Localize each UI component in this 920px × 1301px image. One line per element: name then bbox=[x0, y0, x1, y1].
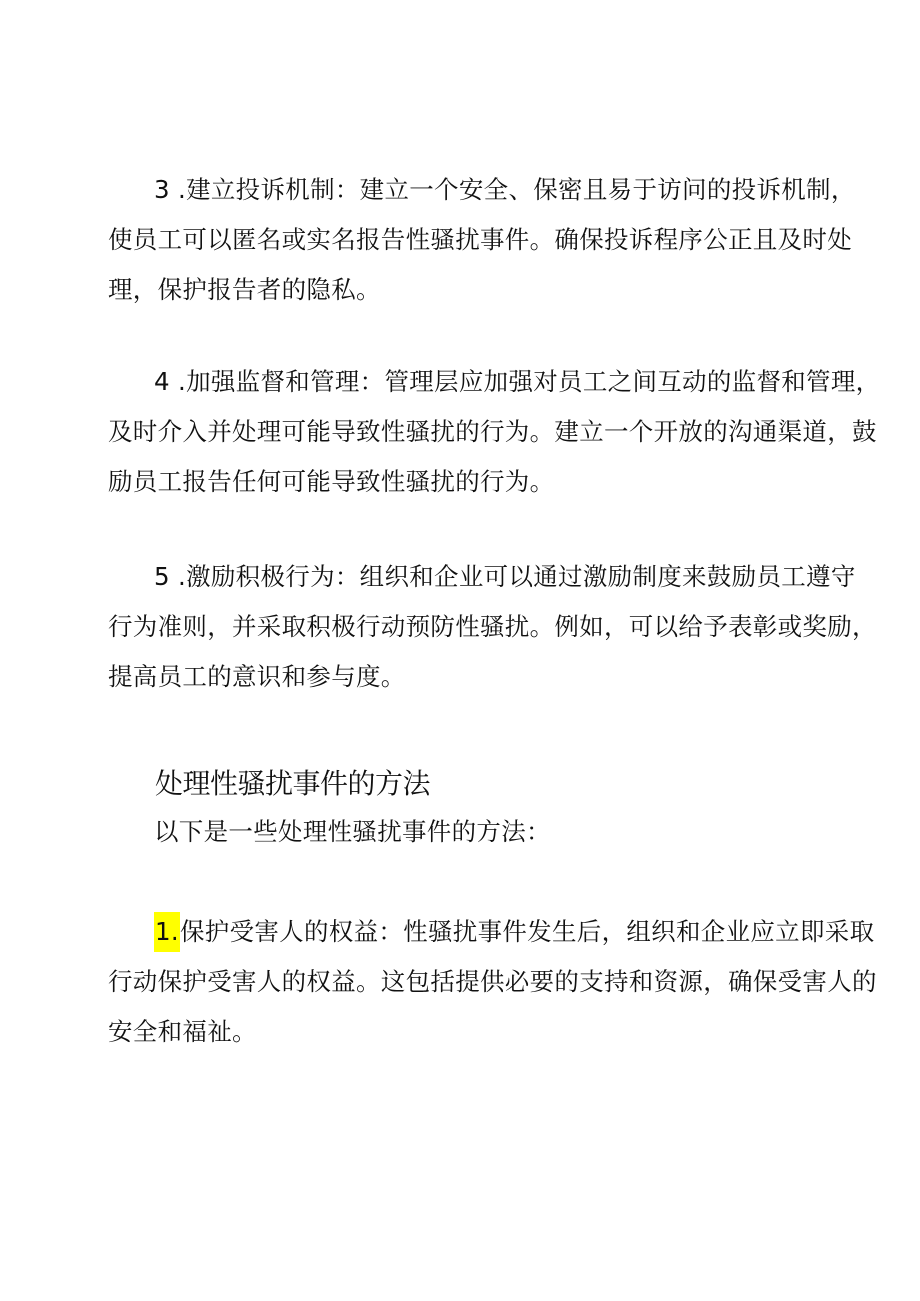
method-1-line-1-text: 保护受害人的权益：性骚扰事件发生后，组织和企业应立即采取 bbox=[179, 917, 875, 946]
item-5-line-3: 提高员工的意识和参与度。 bbox=[108, 662, 406, 691]
item-5-line-2: 行为准则，并采取积极行动预防性骚扰。例如，可以给予表彰或奖励， bbox=[108, 612, 877, 641]
method-1-line-3: 安全和福祉。 bbox=[108, 1017, 257, 1046]
section-intro-text: 以下是一些处理性骚扰事件的方法： bbox=[154, 817, 551, 846]
method-1-line-2: 行动保护受害人的权益。这包括提供必要的支持和资源，确保受害人的 bbox=[108, 967, 877, 996]
item-number-highlight: 1. bbox=[154, 912, 180, 952]
section-heading: 处理性骚扰事件的方法 bbox=[155, 767, 431, 800]
item-3-line-2: 使员工可以匿名或实名报告性骚扰事件。确保投诉程序公正且及时处 bbox=[108, 225, 852, 254]
item-4-line-3: 励员工报告任何可能导致性骚扰的行为。 bbox=[108, 467, 555, 496]
item-5-line-1: 5 .激励积极行为：组织和企业可以通过激励制度来鼓励员工遵守 bbox=[154, 562, 856, 591]
item-3-line-3: 理，保护报告者的隐私。 bbox=[108, 275, 381, 304]
method-1-line-1 bbox=[154, 912, 874, 952]
item-4-line-2: 及时介入并处理可能导致性骚扰的行为。建立一个开放的沟通渠道，鼓 bbox=[108, 417, 877, 446]
item-4-line-1: 4 .加强监督和管理：管理层应加强对员工之间互动的监督和管理， bbox=[154, 367, 881, 396]
item-3-line-1: 3 .建立投诉机制：建立一个安全、保密且易于访问的投诉机制， bbox=[154, 175, 856, 204]
